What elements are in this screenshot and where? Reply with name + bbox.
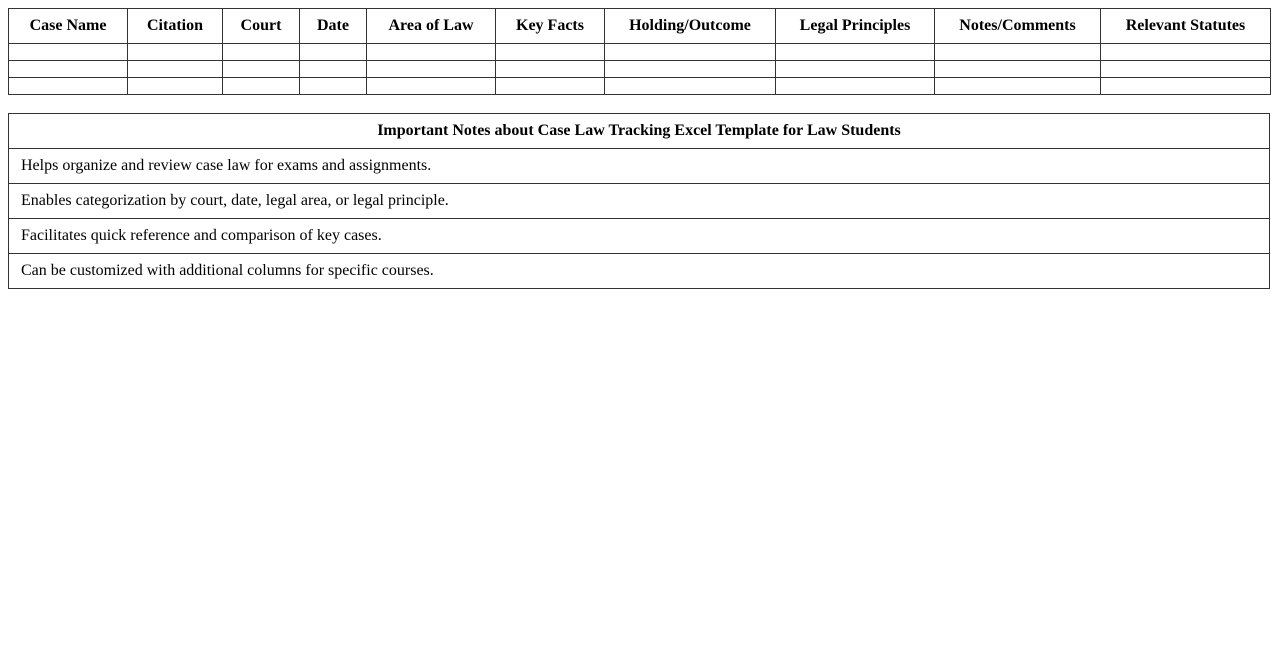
table-cell[interactable] xyxy=(367,44,496,61)
column-header-date: Date xyxy=(300,9,367,44)
table-cell[interactable] xyxy=(776,78,935,95)
table-cell[interactable] xyxy=(1101,61,1271,78)
important-notes-table xyxy=(8,113,1270,289)
note-item: Helps organize and review case law for exams and assignments. xyxy=(9,149,1270,184)
table-cell[interactable] xyxy=(935,61,1101,78)
table-cell[interactable] xyxy=(496,78,605,95)
table-header-row xyxy=(9,9,1271,44)
notes-title: Important Notes about Case Law Tracking Excel Template for Law Students xyxy=(9,114,1270,149)
table-cell[interactable] xyxy=(1101,44,1271,61)
table-cell[interactable] xyxy=(9,61,128,78)
table-cell[interactable] xyxy=(128,61,223,78)
note-row xyxy=(9,219,1270,254)
table-cell[interactable] xyxy=(605,78,776,95)
column-header-key-facts: Key Facts xyxy=(496,9,605,44)
table-cell[interactable] xyxy=(496,44,605,61)
table-cell[interactable] xyxy=(776,44,935,61)
table-cell[interactable] xyxy=(300,44,367,61)
table-cell[interactable] xyxy=(9,44,128,61)
table-cell[interactable] xyxy=(223,44,300,61)
table-cell[interactable] xyxy=(367,61,496,78)
column-header-relevant-statutes: Relevant Statutes xyxy=(1101,9,1271,44)
table-cell[interactable] xyxy=(935,44,1101,61)
column-header-case-name: Case Name xyxy=(9,9,128,44)
note-item: Enables categorization by court, date, legal area, or legal principle. xyxy=(9,184,1270,219)
note-row xyxy=(9,254,1270,289)
table-cell[interactable] xyxy=(496,61,605,78)
table-cell[interactable] xyxy=(300,61,367,78)
document-body xyxy=(8,8,1270,289)
table-cell[interactable] xyxy=(128,78,223,95)
table-cell[interactable] xyxy=(223,61,300,78)
table-cell[interactable] xyxy=(1101,78,1271,95)
table-cell[interactable] xyxy=(9,78,128,95)
column-header-area-of-law: Area of Law xyxy=(367,9,496,44)
table-row xyxy=(9,44,1271,61)
table-cell[interactable] xyxy=(300,78,367,95)
note-row xyxy=(9,149,1270,184)
note-row xyxy=(9,184,1270,219)
table-cell[interactable] xyxy=(935,78,1101,95)
table-cell[interactable] xyxy=(605,61,776,78)
table-cell[interactable] xyxy=(776,61,935,78)
table-row xyxy=(9,61,1271,78)
column-header-citation: Citation xyxy=(128,9,223,44)
table-cell[interactable] xyxy=(605,44,776,61)
column-header-notes-comments: Notes/Comments xyxy=(935,9,1101,44)
table-cell[interactable] xyxy=(128,44,223,61)
note-item: Facilitates quick reference and comparison of key cases. xyxy=(9,219,1270,254)
column-header-legal-principles: Legal Principles xyxy=(776,9,935,44)
column-header-holding-outcome: Holding/Outcome xyxy=(605,9,776,44)
table-cell[interactable] xyxy=(367,78,496,95)
case-tracker-table xyxy=(8,8,1271,95)
table-row xyxy=(9,78,1271,95)
note-item: Can be customized with additional columns for specific courses. xyxy=(9,254,1270,289)
table-cell[interactable] xyxy=(223,78,300,95)
column-header-court: Court xyxy=(223,9,300,44)
notes-header-row xyxy=(9,114,1270,149)
